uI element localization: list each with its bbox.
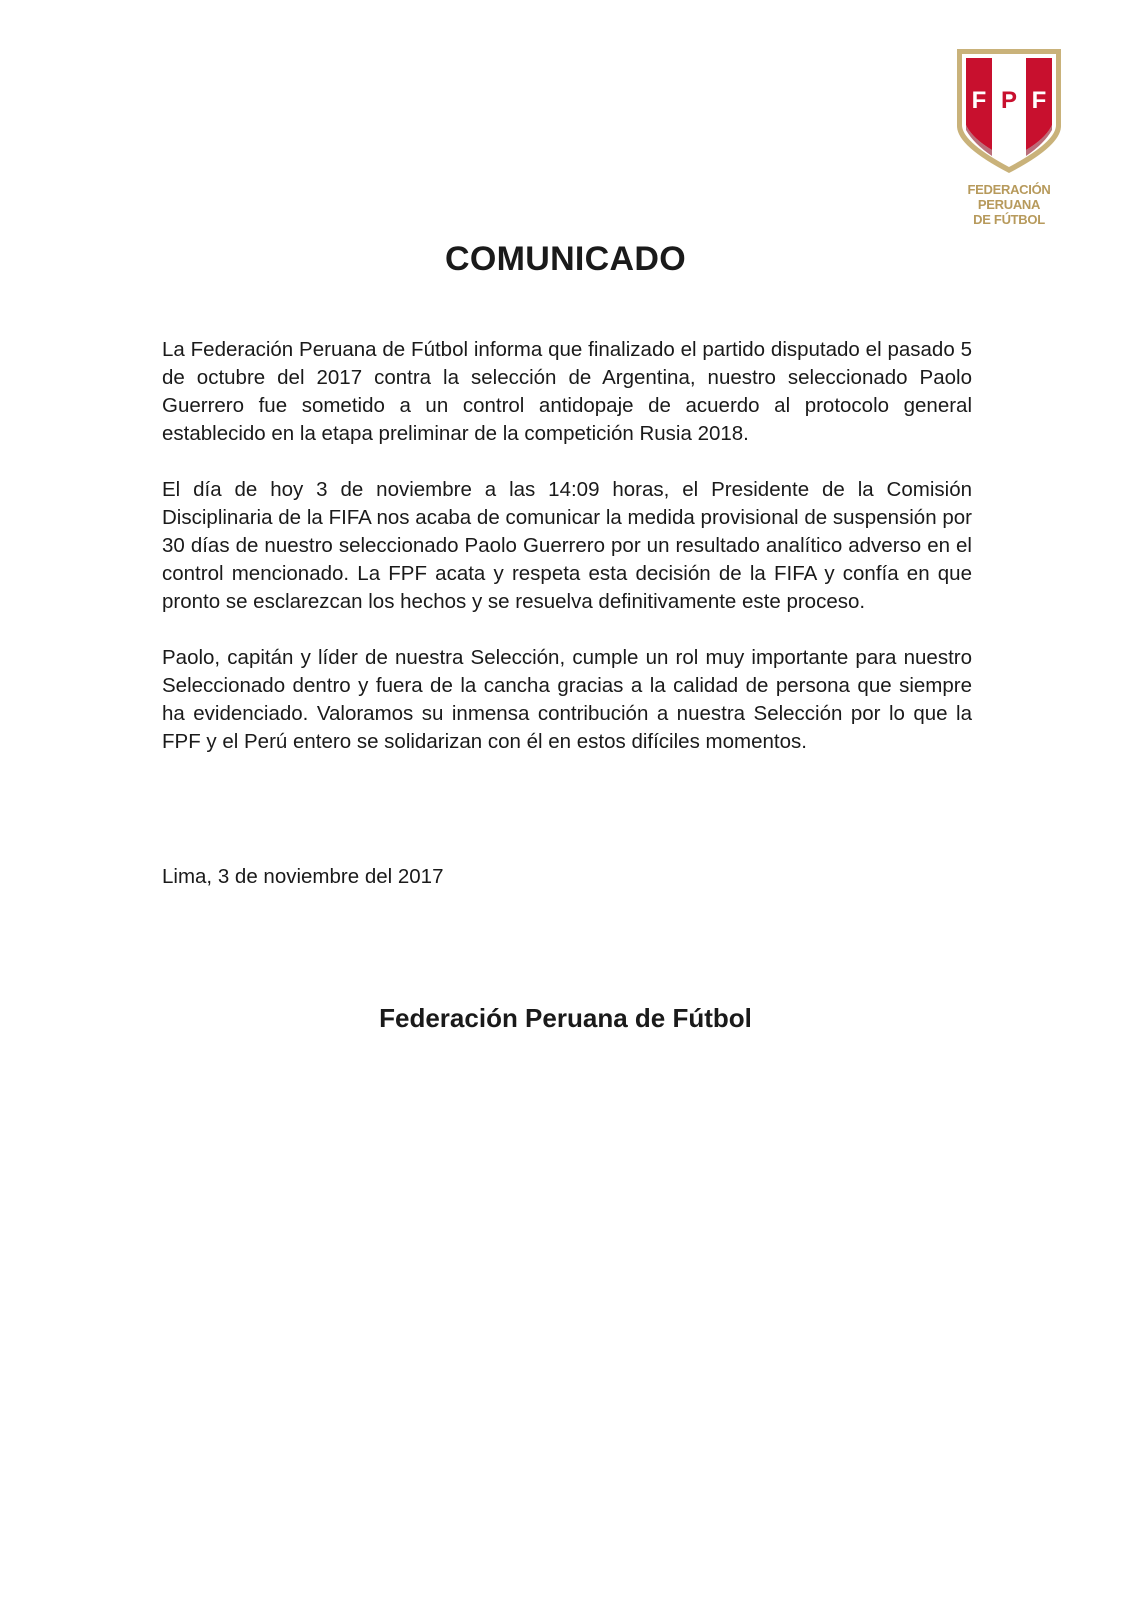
logo-letter-1: F xyxy=(971,87,987,114)
logo-letter-3: F xyxy=(1031,87,1047,114)
paragraph-2: El día de hoy 3 de noviembre a las 14:09 horas, el Presidente de la Comisión Disciplinaria de la FIFA nos acaba de comunicar la medida provisional de suspensión por 30 días de nuestro seleccionado Paolo Guerrero por un resultado analítico adverso en el control mencionado. La FPF acata y respeta esta decisión de la FIFA y confía en que pronto se esclarezcan los hechos y se resuelva definitivamente este proceso. xyxy=(162,478,972,613)
fpf-logo xyxy=(944,46,1074,226)
document-body xyxy=(162,336,972,784)
signature: Federación Peruana de Fútbol xyxy=(379,1003,752,1033)
paragraph-3: Paolo, capitán y líder de nuestra Selección, cumple un rol muy importante para nuestro Seleccionado dentro y fuera de la cancha gracias a la calidad de persona que siempre ha evidenciado. Valoramos su inmensa contribución a nuestra Selección por lo que la FPF y el Perú entero se solidarizan con él en estos difíciles momentos. xyxy=(162,646,972,753)
logo-letter-2: P xyxy=(1000,87,1018,114)
document-title: COMUNICADO xyxy=(445,240,686,278)
paragraph-1: La Federación Peruana de Fútbol informa que finalizado el partido disputado el pasado 5 de octubre del 2017 contra la selección de Argentina, nuestro seleccionado Paolo Guerrero fue sometido a un control antidopaje de acuerdo al protocolo general establecido en la etapa preliminar de la competición Rusia 2018. xyxy=(162,338,972,445)
date-line: Lima, 3 de noviembre del 2017 xyxy=(162,865,444,888)
fpf-shield-icon xyxy=(954,46,1064,176)
logo-wordmark-line2: DE FÚTBOL xyxy=(973,212,1045,227)
logo-wordmark-line1: FEDERACIÓN PERUANA xyxy=(967,182,1051,212)
logo-wordmark xyxy=(944,182,1074,227)
